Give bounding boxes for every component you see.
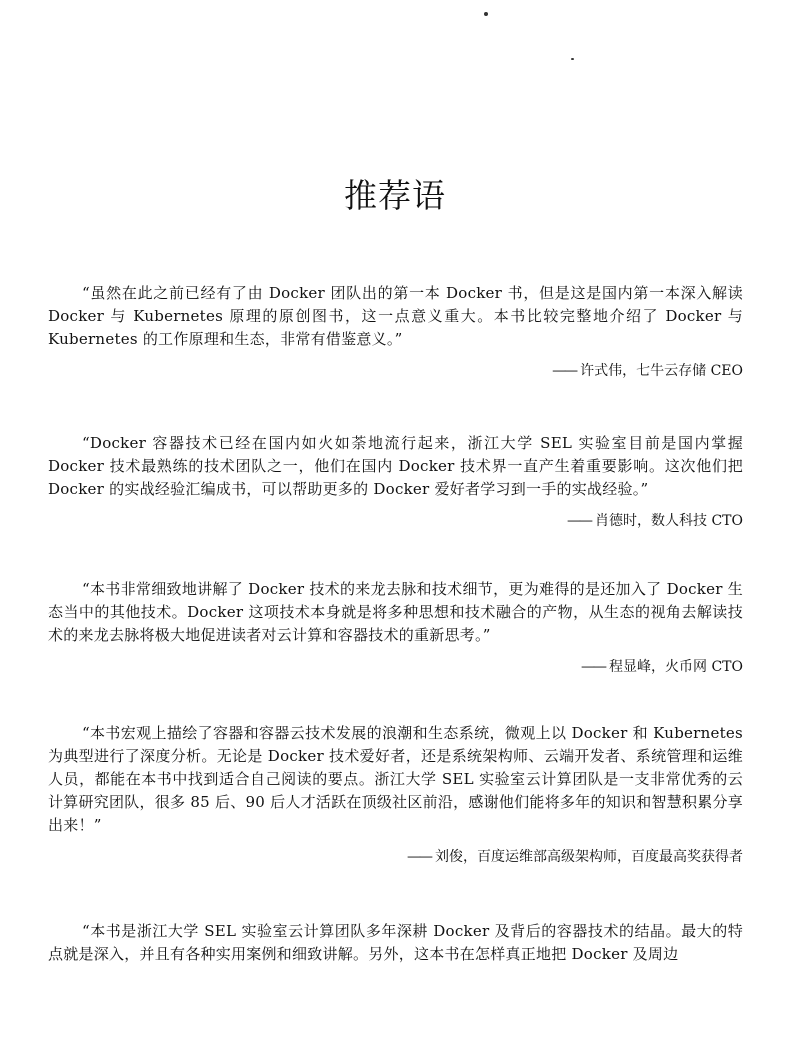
endorsement-attribution (48, 361, 743, 381)
endorsement-attribution (48, 847, 743, 867)
scan-speck (571, 58, 574, 60)
attribution-author: 刘俊，百度运维部高级架构师，百度最高奖获得者 (435, 849, 743, 865)
endorsement-quote: “虽然在此之前已经有了由 Docker 团队出的第一本 Docker 书，但是这是国内第一本深入解读 Docker 与 Kubernetes 原理的原创图书，这一点意义重大。本书比较完整地介绍了 Docker 与 Kubernetes 的工作原理和生态，非常有借鉴意义。” (48, 284, 743, 348)
endorsement-attribution (48, 511, 743, 531)
page-title: 推荐语 (344, 176, 446, 215)
endorsement-sel-lab-partial (48, 920, 743, 966)
endorsement-quote: “本书非常细致地讲解了 Docker 技术的来龙去脉和技术细节，更为难得的是还加入了 Docker 生态当中的其他技术。Docker 这项技术本身就是将多种思想和技术融合的产物，从生态的视角去解读技术的来龙去脉将极大地促进读者对云计算和容器技术的重新思考。” (48, 580, 743, 644)
endorsement-quote: “Docker 容器技术已经在国内如火如荼地流行起来，浙江大学 SEL 实验室目前是国内掌握 Docker 技术最熟练的技术团队之一，他们在国内 Docker 技术界一直产生着重要影响。这次他们把 Docker 的实战经验汇编成书，可以帮助更多的 Docker 爱好者学习到一手的实战经验。” (48, 434, 743, 498)
attribution-dash: —— (407, 849, 431, 865)
endorsement-xu-shiwei (48, 282, 743, 381)
endorsement-quote: “本书是浙江大学 SEL 实验室云计算团队多年深耕 Docker 及背后的容器技术的结晶。最大的特点就是深入，并且有各种实用案例和细致讲解。另外，这本书在怎样真正地把 Docker 及周边 (48, 922, 743, 963)
attribution-author: 许式伟，七牛云存储 CEO (580, 363, 743, 379)
endorsement-attribution (48, 657, 743, 677)
endorsement-cheng-xianfeng (48, 578, 743, 677)
attribution-author: 程显峰，火币网 CTO (609, 659, 743, 675)
attribution-dash: —— (567, 513, 592, 529)
endorsement-xiao-deshi (48, 432, 743, 531)
endorsement-quote: “本书宏观上描绘了容器和容器云技术发展的浪潮和生态系统，微观上以 Docker 和 Kubernetes 为典型进行了深度分析。无论是 Docker 技术爱好者，还是系统架构师、云端开发者、系统管理和运维人员，都能在本书中找到适合自己阅读的要点。浙江大学 SEL 实验室云计算团队是一支非常优秀的云计算研究团队，很多 85 后、90 后人才活跃在顶级社区前沿，感谢他们能将多年的知识和智慧积累分享出来！” (48, 724, 743, 834)
scan-speck (484, 12, 488, 16)
attribution-dash: —— (581, 659, 606, 675)
attribution-author: 肖德时，数人科技 CTO (595, 513, 743, 529)
endorsement-liu-jun (48, 722, 743, 867)
attribution-dash: —— (552, 363, 577, 379)
